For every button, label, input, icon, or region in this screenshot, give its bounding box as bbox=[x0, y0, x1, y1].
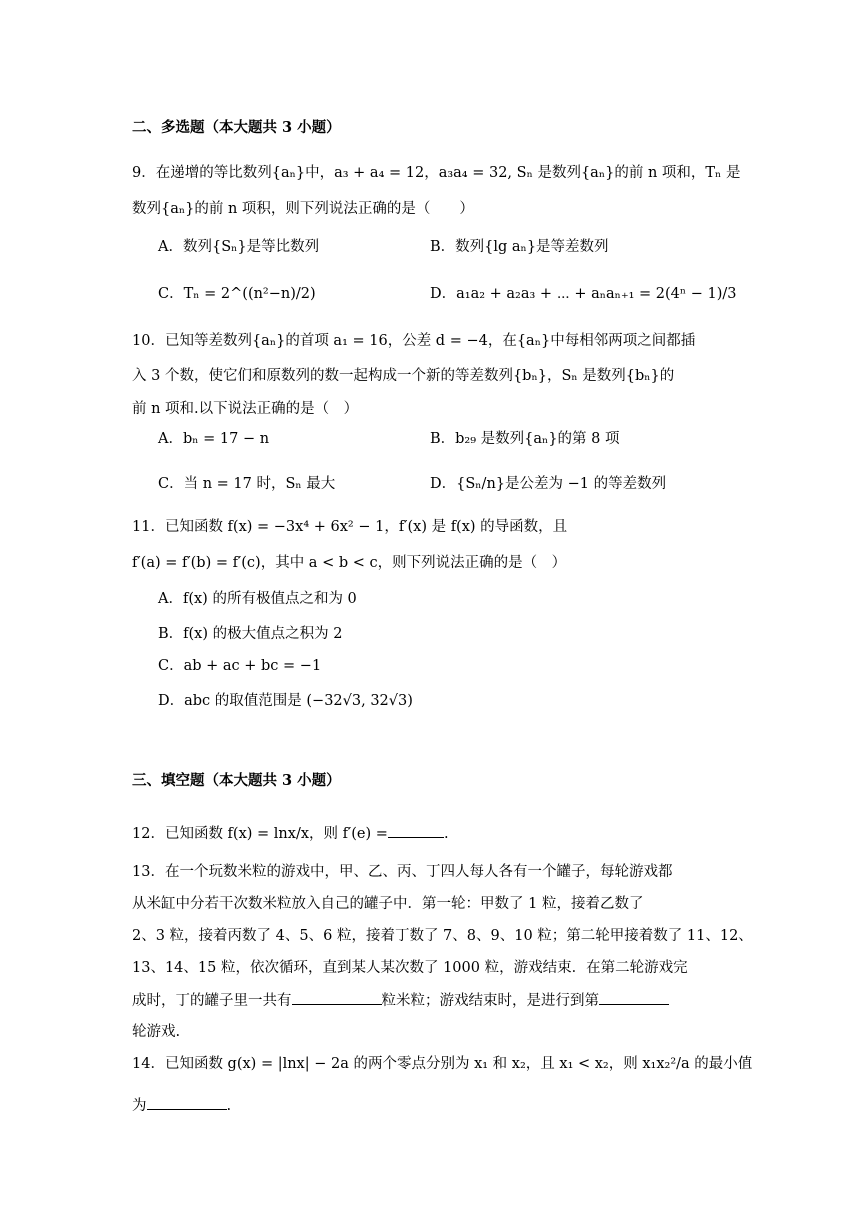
question-9-option-b: B．数列{lg aₙ}是等差数列 bbox=[430, 239, 609, 255]
answer-blank[interactable] bbox=[599, 990, 669, 1005]
question-13-line-5 bbox=[132, 990, 669, 1011]
answer-blank[interactable] bbox=[147, 1095, 227, 1110]
question-10-option-b: B．b₂₉ 是数列{aₙ}的第 8 项 bbox=[430, 431, 620, 447]
question-10-line-2: 入 3 个数，使它们和原数列的数一起构成一个新的等差数列{bₙ}，Sₙ 是数列{bₙ}的 bbox=[132, 368, 675, 384]
section-heading: 三、填空题（本大题共 3 小题） bbox=[132, 772, 341, 789]
question-11-line-2: f′(a) = f′(b) = f′(c)，其中 a < b < c，则下列说法正确的是（ ） bbox=[132, 555, 567, 571]
question-9-line-2: 数列{aₙ}的前 n 项积，则下列说法正确的是（ ） bbox=[132, 201, 474, 217]
question-10-line-3: 前 n 项和.以下说法正确的是（ ） bbox=[132, 401, 359, 417]
question-9-option-c: C．Tₙ = 2^((n²−n)/2) bbox=[158, 286, 316, 302]
question-14-line-2-part-b: . bbox=[226, 1098, 232, 1114]
question-13-line-2: 从米缸中分若干次数米粒放入自己的罐子中．第一轮：甲数了 1 粒，接着乙数了 bbox=[132, 896, 644, 912]
question-12 bbox=[132, 823, 449, 844]
answer-blank[interactable] bbox=[388, 823, 444, 838]
question-10-option-d: D．{Sₙ/n}是公差为 −1 的等差数列 bbox=[430, 476, 667, 492]
question-10-option-c: C．当 n = 17 时，Sₙ 最大 bbox=[158, 476, 336, 492]
question-14-line-1: 14．已知函数 g(x) = |lnx| − 2a 的两个零点分别为 x₁ 和 x₂，且 x₁ < x₂，则 x₁x₂²/a 的最小值 bbox=[132, 1056, 753, 1072]
question-10-line-1: 10．已知等差数列{aₙ}的首项 a₁ = 16，公差 d = −4，在{aₙ}中每相邻两项之间都插 bbox=[132, 333, 696, 349]
section-heading: 二、多选题（本大题共 3 小题） bbox=[132, 119, 341, 136]
answer-blank[interactable] bbox=[292, 990, 382, 1005]
question-11-option-c: C．ab + ac + bc = −1 bbox=[158, 658, 322, 674]
question-10-option-a: A．bₙ = 17 − n bbox=[158, 431, 270, 447]
question-13-line-5-part-b: 粒米粒；游戏结束时，是进行到第 bbox=[381, 993, 599, 1009]
question-9-line-1: 9．在递增的等比数列{aₙ}中，a₃ + a₄ = 12，a₃a₄ = 32, Sₙ 是数列{aₙ}的前 n 项和，Tₙ 是 bbox=[132, 165, 741, 181]
question-13-line-1: 13．在一个玩数米粒的游戏中，甲、乙、丙、丁四人每人各有一个罐子，每轮游戏都 bbox=[132, 864, 673, 880]
question-11-option-a: A．f(x) 的所有极值点之和为 0 bbox=[158, 591, 357, 607]
question-11-line-1: 11．已知函数 f(x) = −3x⁴ + 6x² − 1，f′(x) 是 f(x) 的导函数，且 bbox=[132, 519, 568, 535]
question-9-option-a: A．数列{Sₙ}是等比数列 bbox=[158, 239, 320, 255]
question-11-option-b: B．f(x) 的极大值点之积为 2 bbox=[158, 626, 343, 642]
question-13-line-5-part-a: 成时，丁的罐子里一共有 bbox=[132, 993, 292, 1009]
question-13-line-3: 2、3 粒，接着丙数了 4、5、6 粒，接着丁数了 7、8、9、10 粒；第二轮甲接着数了 11、12、 bbox=[132, 928, 753, 944]
question-12-prefix: 12．已知函数 f(x) = lnx/x，则 f′(e) = bbox=[132, 826, 388, 842]
question-12-suffix: . bbox=[443, 826, 449, 842]
question-14-line-2-part-a: 为 bbox=[132, 1098, 147, 1114]
question-13-line-4: 13、14、15 粒，依次循环，直到某人某次数了 1000 粒，游戏结束．在第二轮游戏完 bbox=[132, 960, 688, 976]
question-14-line-2 bbox=[132, 1095, 231, 1116]
question-11-option-d: D．abc 的取值范围是 (−32√3, 32√3) bbox=[158, 693, 413, 709]
question-13-line-6: 轮游戏. bbox=[132, 1024, 181, 1040]
question-9-option-d: D．a₁a₂ + a₂a₃ + ⋯ + aₙaₙ₊₁ = 2(4ⁿ − 1)/3 bbox=[430, 286, 737, 302]
